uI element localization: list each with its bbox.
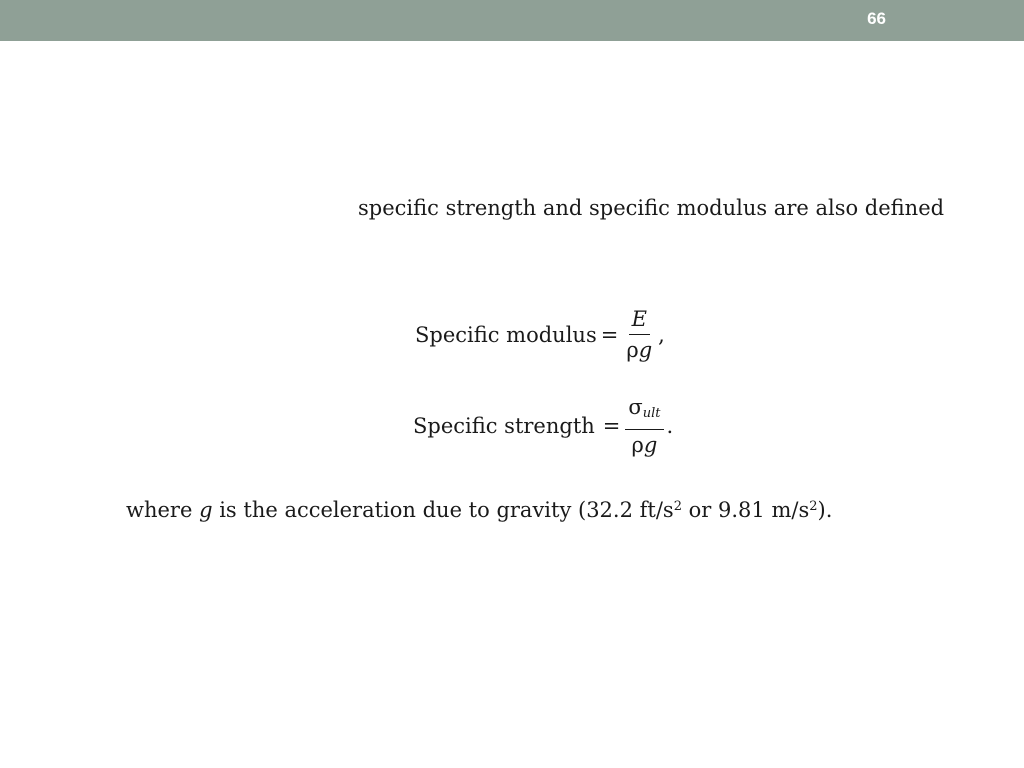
denominator: [623, 335, 655, 363]
intro-text: specific strength and specific modulus are also defined: [358, 196, 945, 220]
page-number: 66: [867, 9, 886, 28]
note-suffix: ).: [817, 498, 833, 522]
note-prefix: where: [126, 498, 200, 522]
trailing-punctuation: .: [666, 414, 674, 438]
fraction: [623, 306, 655, 363]
gravity-note: [126, 498, 832, 522]
note-variable-g: g: [199, 498, 213, 522]
rho-symbol: ρ: [631, 433, 644, 457]
rho-symbol: ρ: [626, 338, 639, 362]
slide-header-bar: [0, 0, 1024, 41]
note-exponent-1: 2: [673, 499, 682, 514]
gravity-symbol: g: [643, 433, 658, 457]
equation-specific-modulus: [415, 306, 665, 363]
equals-sign: =: [600, 322, 619, 347]
numerator-symbol: E: [631, 307, 647, 331]
equation-specific-strength: [413, 394, 673, 458]
fraction: [625, 394, 663, 458]
equation-label: Specific strength: [413, 414, 595, 438]
equation-label: Specific modulus: [415, 322, 597, 347]
subscript-ult: ult: [642, 406, 661, 421]
sigma-symbol: σ: [628, 395, 643, 419]
gravity-symbol: g: [638, 338, 653, 362]
equals-sign: =: [602, 414, 621, 438]
note-middle: is the acceleration due to gravity (32.2 ft/s: [212, 498, 674, 522]
denominator: [629, 430, 661, 458]
note-exponent-2: 2: [809, 499, 818, 514]
trailing-punctuation: ,: [658, 322, 665, 347]
numerator: [625, 394, 663, 430]
numerator: [629, 306, 650, 335]
note-between: or 9.81 m/s: [681, 498, 810, 522]
